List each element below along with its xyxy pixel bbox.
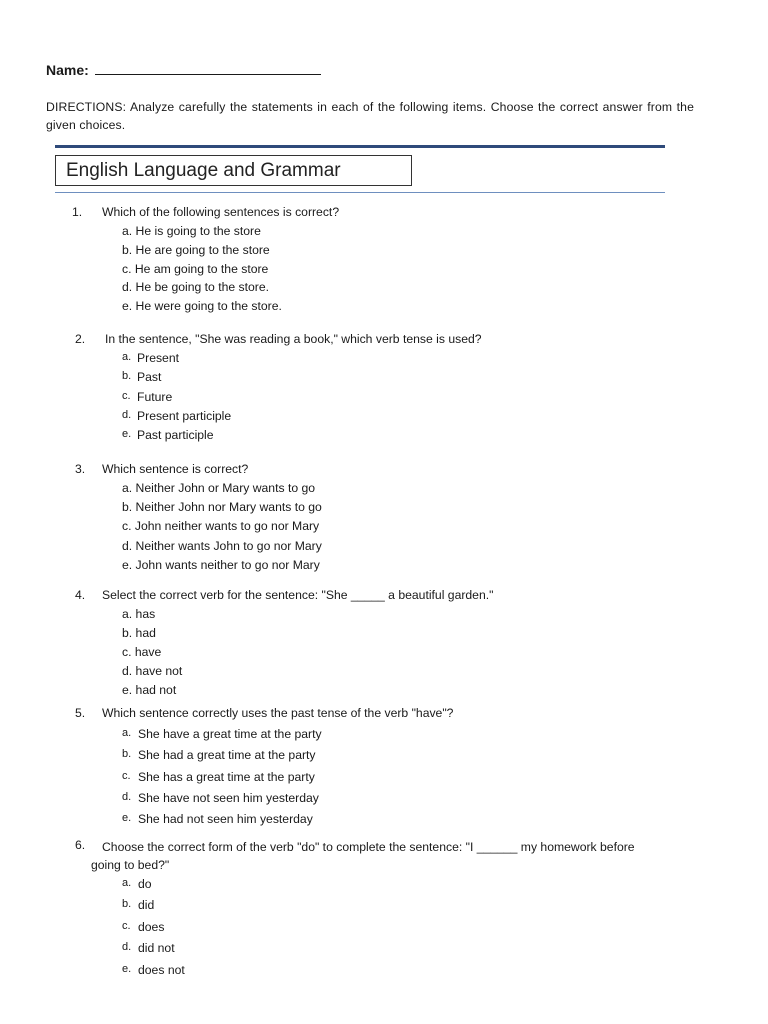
option: b. had [122, 626, 156, 640]
option-text: did [138, 898, 155, 912]
option-letter: d. [122, 941, 132, 953]
option-letter: c. [122, 770, 131, 782]
option-text: Present participle [137, 409, 232, 423]
name-row [46, 60, 321, 78]
option-text: She have not seen him yesterday [138, 791, 319, 805]
option: e. He were going to the store. [122, 299, 282, 313]
question-stem-line-1: Choose the correct form of the verb "do" to complete the sentence: "I ______ my homework before [102, 840, 635, 854]
option: b. He are going to the store [122, 243, 270, 257]
option-letter: c. [122, 390, 131, 402]
question-number: 5. [75, 706, 86, 720]
question-number: 1. [72, 205, 83, 219]
option-text: do [138, 877, 152, 891]
option-letter: c. [122, 920, 131, 932]
question-number: 6. [75, 838, 86, 852]
option: d. have not [122, 664, 183, 678]
name-blank-line [95, 60, 321, 75]
option: c. He am going to the store [122, 262, 269, 276]
option-text: She have a great time at the party [138, 727, 322, 741]
question-stem: Which of the following sentences is correct? [102, 205, 340, 219]
question-stem [91, 838, 702, 874]
directions [46, 98, 694, 134]
option-text: Present [137, 351, 180, 365]
option-text: did not [138, 941, 175, 955]
option-text: She has a great time at the party [138, 770, 315, 784]
option-text: does [138, 920, 165, 934]
directions-text: Analyze carefully the statements in each of the following items. Choose the correct answer from the given choices. [46, 100, 694, 132]
name-label: Name: [46, 62, 89, 78]
option-letter: e. [122, 428, 132, 440]
option-text: Past [137, 370, 162, 384]
section-title-box [55, 155, 412, 186]
option-letter: d. [122, 791, 132, 803]
option-letter: b. [122, 370, 132, 382]
option-text: She had a great time at the party [138, 748, 316, 762]
option: a. He is going to the store [122, 224, 261, 238]
option-letter: d. [122, 409, 132, 421]
option: b. Neither John nor Mary wants to go [122, 500, 322, 514]
section-top-rule [55, 145, 665, 148]
option: c. John neither wants to go nor Mary [122, 519, 320, 533]
section-title: English Language and Grammar [66, 160, 341, 181]
option: a. Neither John or Mary wants to go [122, 481, 316, 495]
option-letter: a. [122, 877, 132, 889]
section-bottom-rule [55, 192, 665, 193]
question-number: 3. [75, 462, 86, 476]
option-text: Future [137, 390, 173, 404]
option-text: Past participle [137, 428, 214, 442]
option: d. He be going to the store. [122, 280, 270, 294]
option: e. John wants neither to go nor Mary [122, 558, 320, 572]
question-number: 2. [75, 332, 86, 346]
option-letter: a. [122, 727, 132, 739]
option-text: does not [138, 963, 185, 977]
option: a. has [122, 607, 156, 621]
option-letter: b. [122, 748, 132, 760]
question-stem: Select the correct verb for the sentence: "She _____ a beautiful garden." [102, 588, 494, 602]
question-stem: In the sentence, "She was reading a book," which verb tense is used? [105, 332, 482, 346]
option-text: She had not seen him yesterday [138, 812, 313, 826]
question-stem: Which sentence is correct? [102, 462, 249, 476]
option-letter: e. [122, 812, 132, 824]
option: d. Neither wants John to go nor Mary [122, 539, 322, 553]
question-stem-line-2: going to bed?" [91, 858, 170, 872]
option-letter: b. [122, 898, 132, 910]
question-stem: Which sentence correctly uses the past tense of the verb "have"? [102, 706, 454, 720]
directions-label: DIRECTIONS: [46, 100, 127, 114]
option-letter: a. [122, 351, 132, 363]
option: c. have [122, 645, 162, 659]
option-letter: e. [122, 963, 132, 975]
option: e. had not [122, 683, 177, 697]
question-number: 4. [75, 588, 86, 602]
